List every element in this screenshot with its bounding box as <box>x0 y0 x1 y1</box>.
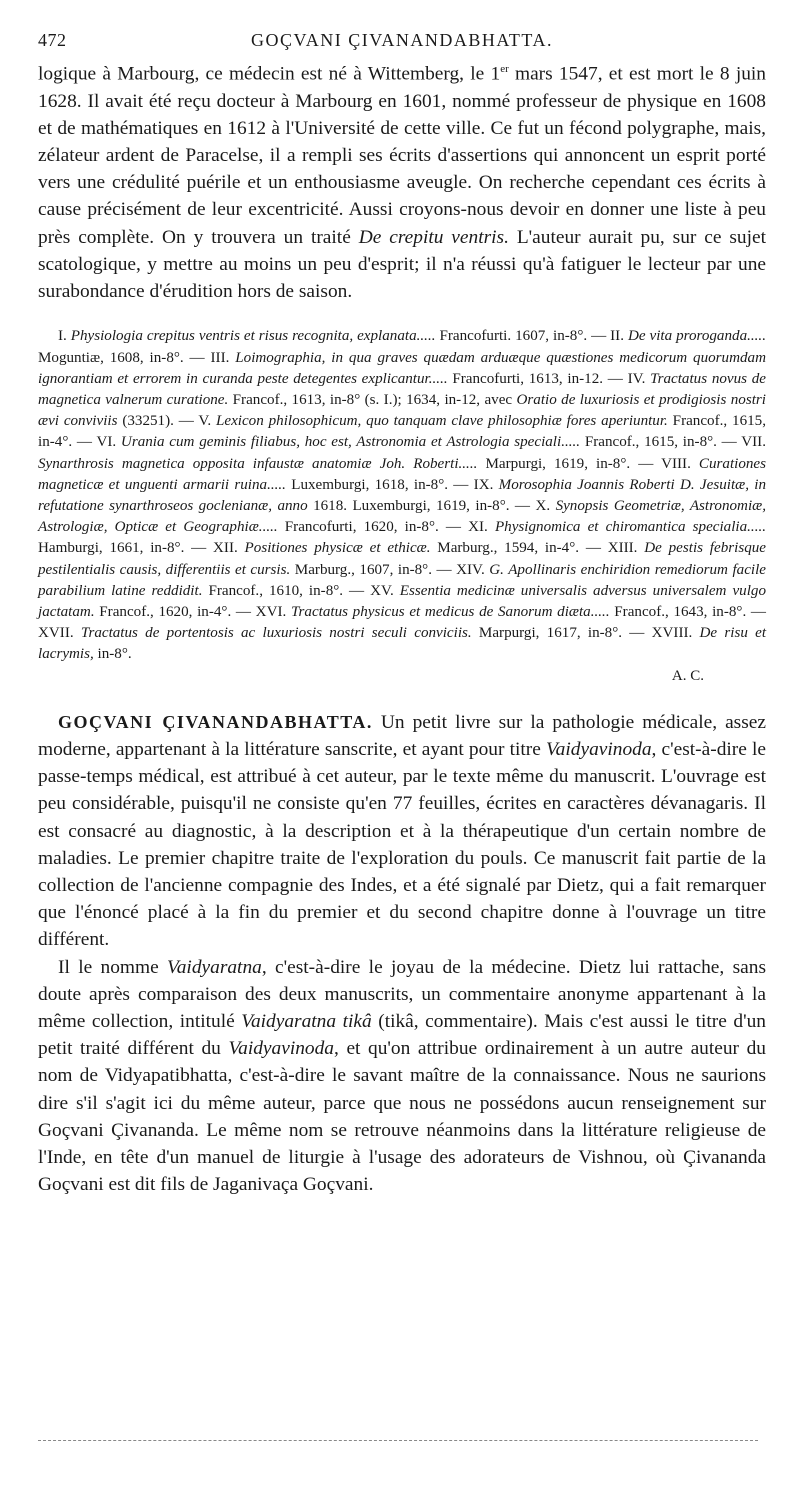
bibliography-title: Essentia medicinæ universalis adversus universalem vulgo jactatam. <box>38 582 766 620</box>
bibliography-title: Positiones physicæ et ethicæ. <box>244 540 431 557</box>
bibliography-list <box>38 326 766 665</box>
crepitu-title: De crepitu ventris. <box>358 226 509 248</box>
article-p1-title: Vaidyavinoda <box>545 738 652 760</box>
bibliography-text: Francof., 1613, in-8° (s. I.); 1634, in-12, avec <box>228 391 517 408</box>
article-p2-title-1: Vaidyaratna <box>167 956 262 978</box>
bibliography-title: Physiologia crepitus ventris et risus recognita, explanata..... <box>70 328 436 345</box>
bibliography-title: Synarthrosis magnetica opposita infaustæ anatomiæ Joh. Roberti..... <box>38 455 478 472</box>
article-paragraph-2 <box>38 954 766 1199</box>
bibliography-title: Lexicon philosophicum, quo tanquam clave philosophiæ fores aperiuntur. <box>216 413 668 430</box>
bibliography-title: Tractatus physicus et medicus de Sanorum diæta..... <box>290 603 610 620</box>
article-p2-text-c: , c'est-à-dire le joyau de la médecine. Dietz lui rattache, sans doute après comparaison des deux manuscrits, un commentaire anonyme appartenant à la même collection, intitulé <box>38 956 766 1032</box>
bibliography-text: Francofurti. 1607, in-8°. — II. <box>435 328 628 345</box>
bibliography-title: Physignomica et chiromantica specialia..... <box>494 519 767 536</box>
article-p1-text-a: Un petit livre sur la pathologie médicale, assez moderne, appartenant à la littérature sanscrite, et ayant pour titre <box>38 711 766 760</box>
article-p2-text-e: (tikâ, commentaire). Mais c'est aussi le titre d'un petit traité différent du <box>38 1010 766 1060</box>
bibliography-title: G. Apollinaris enchiridion remediorum facile parabilium latine reddidit. <box>38 561 766 599</box>
bibliography-title: Synopsis Geometriæ, Astronomiæ, Astrologiæ, Opticæ et Geographiæ..... <box>38 497 766 536</box>
article-p2-text-a: Il le nomme <box>58 956 168 978</box>
bibliography-text: Francof., 1615, in-4°. — VI. <box>38 413 766 451</box>
bibliography-text: Marburg., 1607, in-8°. — XIV. <box>290 561 490 578</box>
bibliography-title: De risu et lacrymis, <box>38 625 767 663</box>
running-title: GOÇVANI ÇIVANANDABHATTA. <box>251 30 553 50</box>
article-p2-text-g: , et qu'on attribue ordinairement à un autre auteur du nom de Vidyapatibhatta, c'est-à-dire le savant maître de la connaissance. Nous ne saurions dire s'il s'agit ici du même auteur, parce que nous ne possédons aucun renseignement sur Goçvani Çivananda. Le même nom se retrouve néanmoins dans la littérature religieuse de l'Inde, en tête d'un manuel de liturgie à l'usage des adorateurs de Vishnou, où Çivananda Goçvani est dit fils de Jaganivaça Goçvani. <box>38 1038 766 1196</box>
continuation-text-2: mars 1547, et est mort le 8 juin 1628. Il avait été reçu docteur à Marbourg en 1601, nommé professeur de physique en 1608 et de mathématiques en 1612 à l'Université de cette ville. Ce fut un fécond polygraphe, mais, zélateur ardent de Paracelse, il a rempli ses écrits d'assertions qui annoncent un esprit porté vers une crédulité puérile et un enthousiasme aveugle. On recherche cependant ces écrits à cause précisément de leur excentricité. Aussi croyons-nous devoir en donner une liste à peu près complète. On y trouvera un traité <box>38 63 766 248</box>
article-p2-title-2: Vaidyaratna tikâ <box>241 1010 372 1032</box>
bibliography-title: Urania cum geminis filiabus, hoc est, Astronomia et Astrologia speciali..... <box>120 434 581 451</box>
article-paragraph-1 <box>38 709 766 954</box>
bibliography-text: Marburg., 1594, in-4°. — XIII. <box>430 540 645 557</box>
bibliography-text: 1618. Luxemburgi, 1619, in-8°. — X. <box>307 497 556 514</box>
bibliography-title: Curationes magneticæ et unguenti armarii ruina..... <box>38 455 766 493</box>
article-p1-text-c: , c'est-à-dire le passe-temps médical, est attribué à cet auteur, par le texte même du manuscrit. L'ouvrage est peu considérable, puisqu'il ne consiste qu'en 77 feuilles, écrites en caractères dévanagaris. Il est consacré au diagnostic, à la description et à la thérapeutique d'un certain nombre de maladies. Le premier chapitre traite de l'exploration du pouls. Ce manuscrit fait partie de la collection de l'ancienne compagnie des Indes, et a été signalé par Dietz, qui a fait remarquer que l'énoncé placé à la fin du premier et du second chapitre donne à l'ouvrage un titre différent. <box>38 738 766 951</box>
running-head <box>38 26 766 56</box>
bibliography-text: Francof., 1643, in-8°. — XVII. <box>38 603 767 642</box>
bibliography-title: Tractatus novus de magnetica valnerum curatione. <box>38 370 766 408</box>
bibliography-title: De pestis febrisque pestilentialis causis, differentiis et cursis. <box>38 540 766 578</box>
bibliography-text: Marpurgi, 1617, in-8°. — XVIII. <box>471 625 700 642</box>
bibliography-note <box>38 326 766 686</box>
ordinal-superscript: er <box>500 63 509 75</box>
bibliography-text: Moguntiæ, 1608, in-8°. — III. <box>38 349 236 366</box>
article-entry <box>38 709 766 1199</box>
bibliography-title: Loimographia, in qua graves quædam arduæque quæstiones medicorum quorumdam ignorantiam et errorem in curanda peste detegentes explicantur..... <box>38 349 766 387</box>
author-signature: A. C. <box>671 667 704 684</box>
page <box>38 26 766 1198</box>
continuation-text-3: L'auteur aurait pu, sur ce sujet scatologique, y mettre au moins un peu d'esprit; il n'a réussi qu'à fatiguer le lecteur par une surabondance d'érudition hors de saison. <box>38 226 766 303</box>
bibliography-text: (33251). — V. <box>117 413 216 430</box>
bibliography-text: Francofurti, 1613, in-12. — IV. <box>447 370 651 387</box>
continuation-text-1: logique à Marbourg, ce médecin est né à Wittemberg, le 1 <box>38 63 501 85</box>
bibliography-title: Morosophia Joannis Roberti D. Jesuitæ, in refutatione synarthroseos goclenianæ, anno <box>38 476 767 514</box>
bibliography-title: Oratio de luxuriosis et prodigiosis nostri ævi conviviis <box>38 391 766 430</box>
bibliography-text: in-8°. <box>93 646 132 663</box>
footer-rule <box>38 1440 758 1441</box>
bibliography-text: Hamburgi, 1661, in-8°. — XII. <box>38 540 245 557</box>
bibliography-text: I. <box>58 328 71 345</box>
continuation-paragraph <box>38 56 766 305</box>
article-headword: GOÇVANI ÇIVANANDABHATTA. <box>58 711 373 732</box>
article-p2-title-3: Vaidyavinoda <box>228 1038 335 1060</box>
bibliography-text: Francof., 1620, in-4°. — XVI. <box>94 603 291 620</box>
bibliography-title: De vita proroganda..... <box>627 328 766 345</box>
page-number: 472 <box>38 30 67 50</box>
bibliography-text: Francof., 1615, in-8°. — VII. <box>580 434 766 451</box>
bibliography-text: Marpurgi, 1619, in-8°. — VIII. <box>477 455 699 472</box>
bibliography-title: Tractatus de portentosis ac luxuriosis nostri seculi conviciis. <box>80 625 472 642</box>
bibliography-text: Francof., 1610, in-8°. — XV. <box>202 582 400 599</box>
bibliography-text: Francofurti, 1620, in-8°. — XI. <box>277 519 495 536</box>
bibliography-text: Luxemburgi, 1618, in-8°. — IX. <box>285 476 499 493</box>
